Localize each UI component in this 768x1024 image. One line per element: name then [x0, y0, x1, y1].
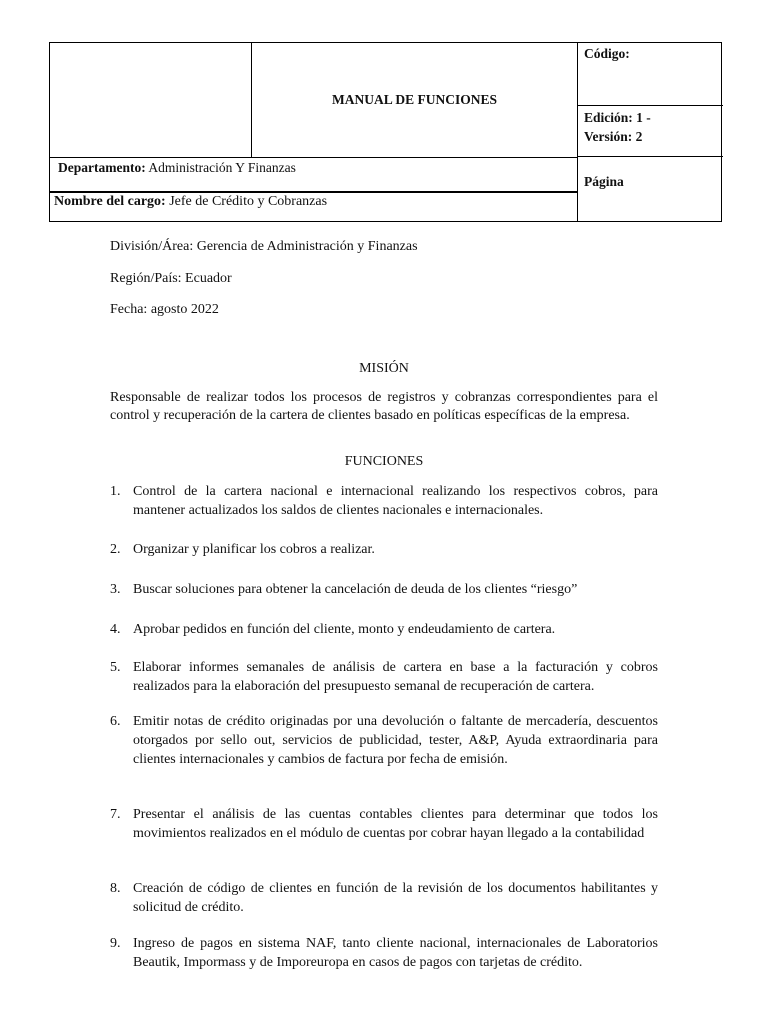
funcion-item-8 — [110, 879, 658, 917]
manual-title: MANUAL DE FUNCIONES — [252, 43, 578, 157]
funcion-text: Control de la cartera nacional e internacional realizando los respectivos cobros, para mantener actualizados los saldos de clientes nacionales e internacionales. — [133, 484, 658, 518]
funcion-number: 5. — [110, 660, 121, 675]
funcion-item-3 — [110, 580, 658, 599]
funcion-number: 1. — [110, 484, 121, 499]
cargo-row — [50, 191, 578, 222]
pagina-label: Página — [584, 174, 624, 189]
mision-heading: MISIÓN — [359, 361, 409, 376]
funcion-number: 6. — [110, 714, 121, 729]
funcion-number: 3. — [110, 582, 121, 597]
funcion-text: Creación de código de clientes en función de la revisión de los documentos habilitantes y solicitud de crédito. — [133, 881, 658, 915]
funciones-heading: FUNCIONES — [344, 454, 424, 469]
cargo-value: Jefe de Crédito y Cobranzas — [165, 194, 328, 209]
departamento-label: Departamento: — [58, 160, 146, 175]
funcion-text: Buscar soluciones para obtener la cancelación de deuda de los clientes “riesgo” — [133, 582, 578, 597]
departamento-value: Administración Y Finanzas — [145, 160, 296, 175]
funcion-number: 4. — [110, 622, 121, 637]
funcion-text: Elaborar informes semanales de análisis de cartera en base a la facturación y cobros realizados para la elaboración del presupuesto semanal de recuperación de cartera. — [133, 660, 658, 694]
logo-cell — [50, 43, 252, 157]
fecha: Fecha: agosto 2022 — [110, 302, 219, 317]
region-pais: Región/País: Ecuador — [110, 271, 232, 286]
funcion-text: Presentar el análisis de las cuentas contables clientes para determinar que todos los movimientos realizados en el módulo de cuentas por cobrar hayan llegado a la contabilidad — [133, 807, 658, 841]
funcion-number: 8. — [110, 881, 121, 896]
funcion-item-7 — [110, 805, 658, 843]
funcion-text: Aprobar pedidos en función del cliente, monto y endeudamiento de cartera. — [133, 622, 556, 637]
edicion-label: Edición: 1 - — [584, 110, 651, 125]
funcion-item-1 — [110, 482, 658, 520]
codigo-label: Código: — [578, 43, 723, 106]
funcion-text: Organizar y planificar los cobros a realizar. — [133, 542, 375, 557]
funcion-item-5 — [110, 658, 658, 696]
funcion-number: 7. — [110, 807, 121, 822]
edicion-version — [578, 106, 723, 157]
document-header-table — [49, 42, 722, 222]
version-label: Versión: 2 — [584, 129, 643, 144]
funcion-text: Ingreso de pagos en sistema NAF, tanto cliente nacional, internacionales de Laboratorios Beautik, Impormass y de Imporeuropa en casos de pagos con tarjetas de crédito. — [133, 936, 658, 970]
funcion-item-6 — [110, 712, 658, 769]
funcion-item-9 — [110, 934, 658, 972]
departamento-row — [50, 157, 578, 191]
funcion-text: Emitir notas de crédito originadas por una devolución o faltante de mercadería, descuentos otorgados por sello out, servicios de publicidad, tester, A&P, Ayuda extraordinaria para clientes internacionales y cambios de factura por fecha de emisión. — [133, 714, 658, 767]
funcion-number: 9. — [110, 936, 121, 951]
funcion-item-2 — [110, 540, 658, 559]
cargo-label: Nombre del cargo: — [54, 194, 166, 209]
funcion-item-4 — [110, 620, 658, 639]
funcion-number: 2. — [110, 542, 121, 557]
mision-text: Responsable de realizar todos los procesos de registros y cobranzas correspondientes para el control y recuperación de la cartera de clientes basado en políticas específicas de la empresa. — [110, 390, 658, 423]
division-area: División/Área: Gerencia de Administración y Finanzas — [110, 239, 418, 254]
